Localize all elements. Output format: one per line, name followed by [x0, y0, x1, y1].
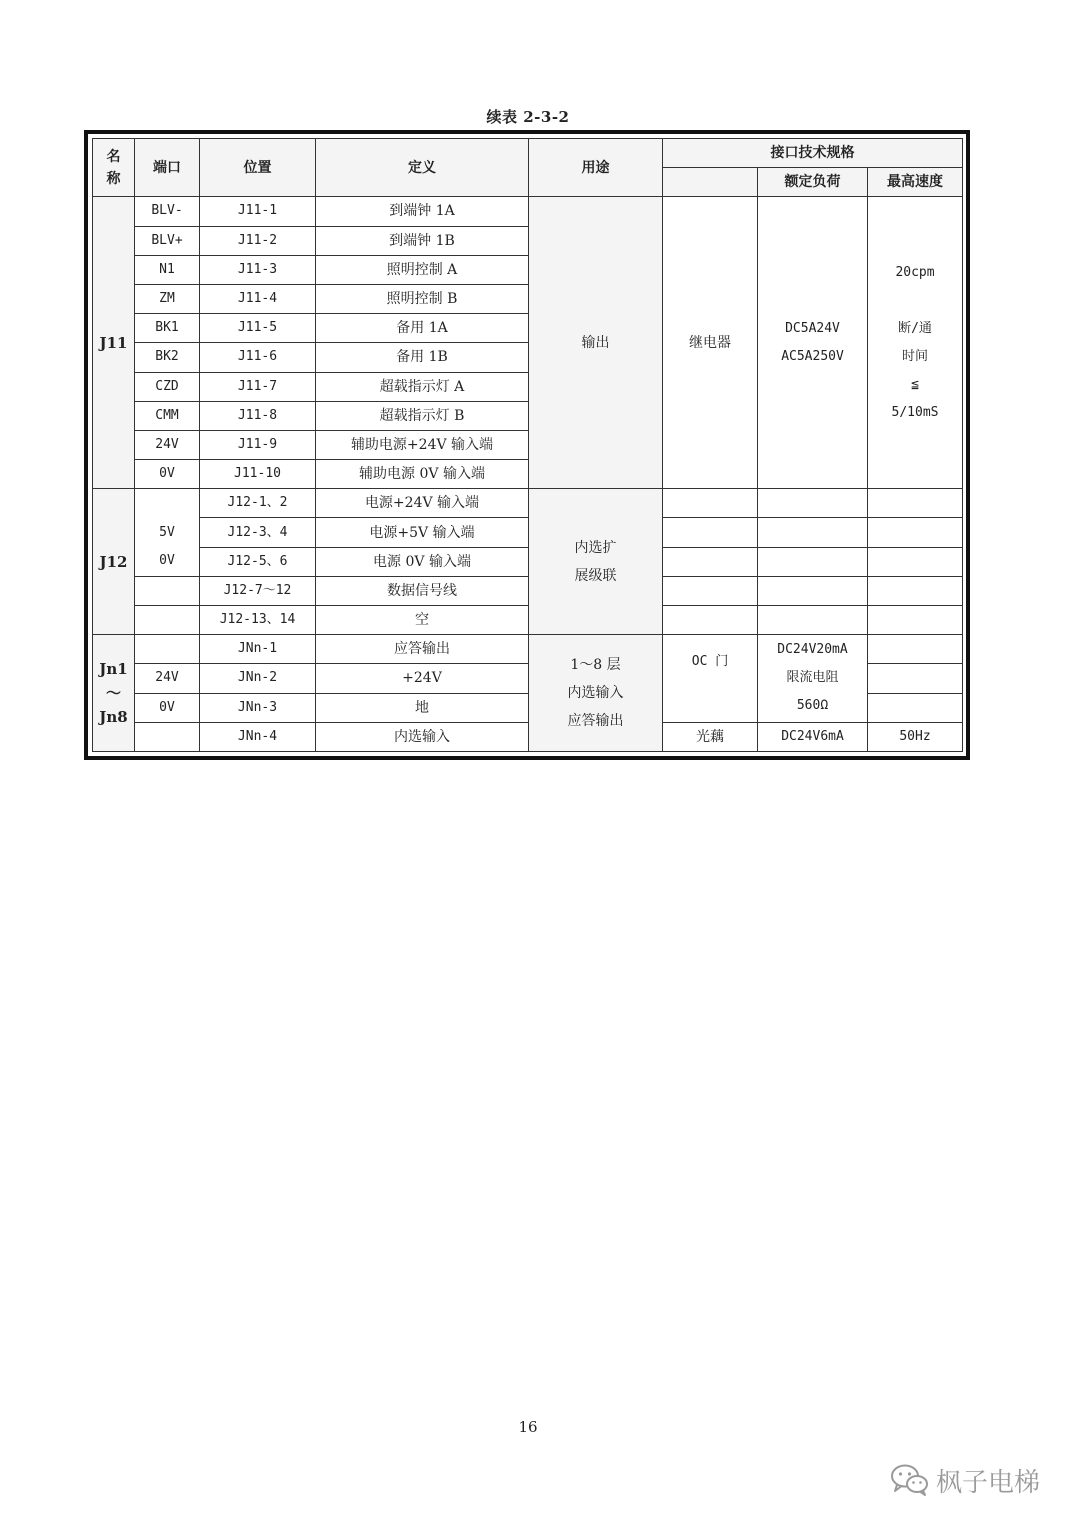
table-row — [93, 518, 963, 547]
position-cell: J11-3 — [200, 255, 316, 284]
definition-cell: 照明控制 A — [316, 255, 529, 284]
port-cell — [135, 606, 200, 635]
position-cell: J11-1 — [200, 197, 316, 226]
header-spec-type — [663, 168, 758, 197]
position-cell: J12-13、14 — [200, 606, 316, 635]
position-cell: J11-6 — [200, 343, 316, 372]
header-usage: 用途 — [529, 139, 663, 197]
definition-cell: 电源+5V 输入端 — [316, 518, 529, 547]
interface-spec-table — [92, 138, 963, 752]
empty-cell — [663, 576, 758, 605]
table-row — [93, 197, 963, 226]
header-spec-group: 接口技术规格 — [663, 139, 963, 168]
load-jn-bottom: DC24V6mA — [758, 722, 868, 751]
table-row — [93, 635, 963, 664]
port-cell: N1 — [135, 255, 200, 284]
speed-j11: 20cpm 断/通 时间 ≦ 5/10mS — [868, 197, 963, 489]
empty-cell — [663, 489, 758, 518]
definition-cell: 内选输入 — [316, 722, 529, 751]
port-cell: BLV- — [135, 197, 200, 226]
empty-cell — [663, 547, 758, 576]
usage-jn: 1～8 层 内选输入 应答输出 — [529, 635, 663, 752]
header-name: 名 称 — [93, 139, 135, 197]
page-number: 16 — [518, 1418, 538, 1436]
port-cell: BK1 — [135, 314, 200, 343]
table-row — [93, 722, 963, 751]
empty-cell — [758, 606, 868, 635]
port-cell: 5V — [135, 518, 200, 547]
spec-table-frame — [84, 130, 970, 760]
position-cell: JNn-1 — [200, 635, 316, 664]
port-cell: 24V — [135, 664, 200, 693]
definition-cell: 地 — [316, 693, 529, 722]
position-cell: JNn-3 — [200, 693, 316, 722]
empty-cell — [868, 693, 963, 722]
load-j11: DC5A24V AC5A250V — [758, 197, 868, 489]
usage-j12: 内选扩 展级联 — [529, 489, 663, 635]
empty-cell — [758, 489, 868, 518]
table-row — [93, 606, 963, 635]
usage-j11: 输出 — [529, 197, 663, 489]
port-cell: BLV+ — [135, 226, 200, 255]
port-cell — [135, 489, 200, 518]
table-row — [93, 576, 963, 605]
position-cell: J11-5 — [200, 314, 316, 343]
position-cell: J11-10 — [200, 460, 316, 489]
position-cell: J12-1、2 — [200, 489, 316, 518]
header-port: 端口 — [135, 139, 200, 197]
definition-cell: 电源+24V 输入端 — [316, 489, 529, 518]
type-j11: 继电器 — [663, 197, 758, 489]
table-row — [93, 547, 963, 576]
empty-cell — [758, 576, 868, 605]
definition-cell: 辅助电源+24V 输入端 — [316, 430, 529, 459]
empty-cell — [868, 518, 963, 547]
header-rated-load: 额定负荷 — [758, 168, 868, 197]
empty-cell — [868, 664, 963, 693]
definition-cell: 辅助电源 0V 输入端 — [316, 460, 529, 489]
definition-cell: 备用 1B — [316, 343, 529, 372]
port-cell: 0V — [135, 693, 200, 722]
definition-cell: 到端钟 1B — [316, 226, 529, 255]
connector-jn: Jn1 ～ Jn8 — [93, 635, 135, 752]
type-jn-top: OC 门 — [663, 635, 758, 723]
port-cell: ZM — [135, 284, 200, 313]
port-cell — [135, 576, 200, 605]
position-cell: J11-2 — [200, 226, 316, 255]
header-definition: 定义 — [316, 139, 529, 197]
port-cell: CMM — [135, 401, 200, 430]
definition-cell: 数据信号线 — [316, 576, 529, 605]
connector-j11: J11 — [93, 197, 135, 489]
speed-jn-bottom: 50Hz — [868, 722, 963, 751]
load-jn-top: DC24V20mA 限流电阻 560Ω — [758, 635, 868, 723]
port-cell — [135, 722, 200, 751]
empty-cell — [663, 606, 758, 635]
position-cell: J11-7 — [200, 372, 316, 401]
type-jn-bottom: 光藕 — [663, 722, 758, 751]
table-caption: 续表 2-3-2 — [486, 108, 570, 126]
empty-cell — [868, 576, 963, 605]
definition-cell: 到端钟 1A — [316, 197, 529, 226]
port-cell — [135, 635, 200, 664]
definition-cell: 电源 0V 输入端 — [316, 547, 529, 576]
port-cell: 0V — [135, 460, 200, 489]
empty-cell — [758, 518, 868, 547]
position-cell: J11-9 — [200, 430, 316, 459]
empty-cell — [868, 606, 963, 635]
port-cell: 0V — [135, 547, 200, 576]
watermark — [890, 1460, 1040, 1500]
definition-cell: 应答输出 — [316, 635, 529, 664]
empty-cell — [868, 547, 963, 576]
position-cell: J12-3、4 — [200, 518, 316, 547]
position-cell: J12-7～12 — [200, 576, 316, 605]
position-cell: JNn-4 — [200, 722, 316, 751]
definition-cell: 超载指示灯 B — [316, 401, 529, 430]
position-cell: J11-4 — [200, 284, 316, 313]
definition-cell: 超载指示灯 A — [316, 372, 529, 401]
port-cell: 24V — [135, 430, 200, 459]
empty-cell — [868, 635, 963, 664]
empty-cell — [868, 489, 963, 518]
definition-cell: 空 — [316, 606, 529, 635]
watermark-text: 枫子电梯 — [936, 1467, 1041, 1498]
wechat-icon — [890, 1463, 930, 1497]
empty-cell — [758, 547, 868, 576]
table-row — [93, 489, 963, 518]
definition-cell: +24V — [316, 664, 529, 693]
header-max-speed: 最高速度 — [868, 168, 963, 197]
port-cell: CZD — [135, 372, 200, 401]
port-cell: BK2 — [135, 343, 200, 372]
position-cell: JNn-2 — [200, 664, 316, 693]
definition-cell: 照明控制 B — [316, 284, 529, 313]
empty-cell — [663, 518, 758, 547]
position-cell: J11-8 — [200, 401, 316, 430]
definition-cell: 备用 1A — [316, 314, 529, 343]
header-position: 位置 — [200, 139, 316, 197]
position-cell: J12-5、6 — [200, 547, 316, 576]
connector-j12: J12 — [93, 489, 135, 635]
